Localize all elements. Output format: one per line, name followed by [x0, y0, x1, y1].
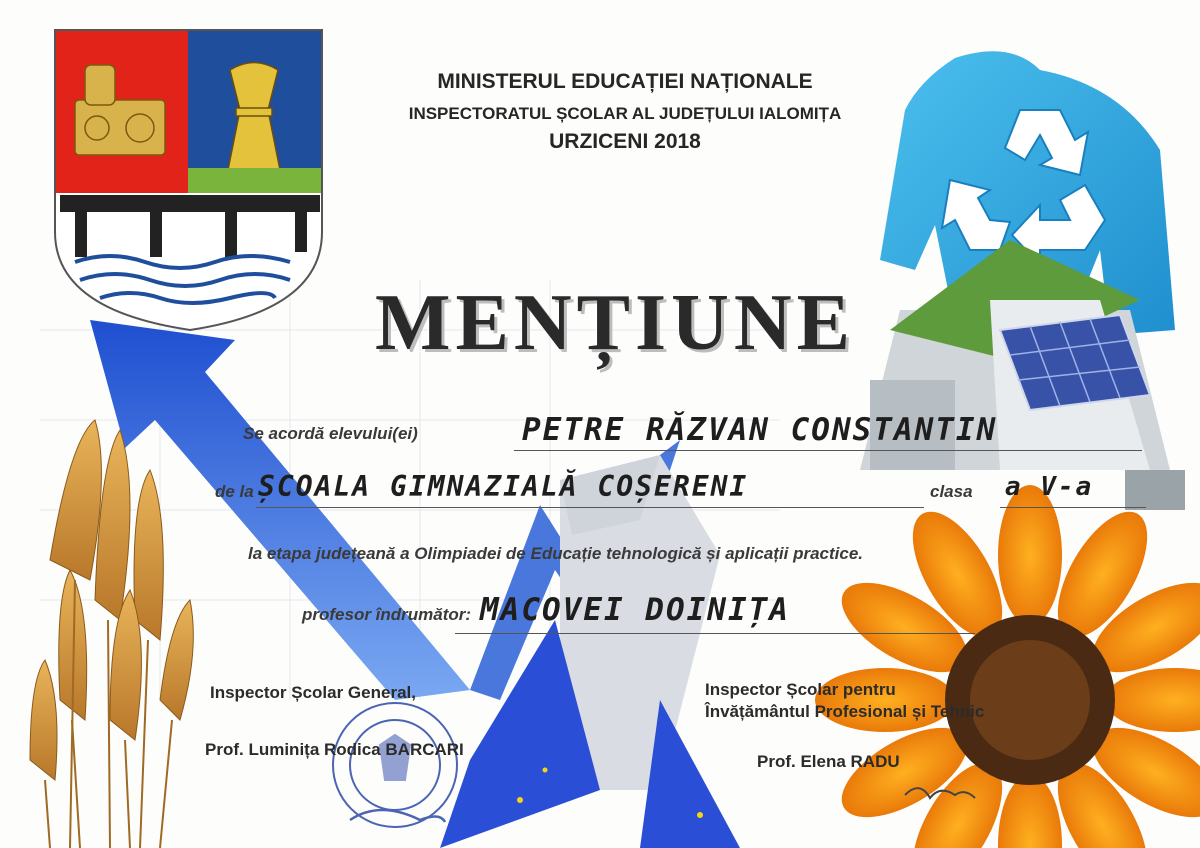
- school-name: ȘCOALA GIMNAZIALĂ COȘERENI: [258, 470, 749, 503]
- student-name: PETRE RĂZVAN CONSTANTIN: [522, 412, 998, 448]
- inspectorate-heading: INSPECTORATUL ȘCOLAR AL JUDEȚULUI IALOMIȚA: [408, 104, 842, 123]
- stage-text: la etapa județeană a Olimpiadei de Educație tehnologică și aplicații practice.: [248, 544, 864, 563]
- right-signatory-name: Prof. Elena RADU: [757, 752, 900, 771]
- sunflower-icon: [815, 485, 1200, 848]
- student-name-line: [514, 450, 1142, 451]
- teacher-name: MACOVEI DOINIȚA: [480, 592, 790, 628]
- class-label: clasa: [930, 482, 973, 501]
- left-signatory-name: Prof. Luminița Rodica BARCARI: [205, 740, 464, 759]
- right-signatory-role-2: Învățământul Profesional și Tehnic: [705, 702, 985, 721]
- school-name-line: [256, 507, 924, 508]
- right-signatory-role-1: Inspector Școlar pentru: [705, 680, 896, 699]
- award-label: Se acordă elevului(ei): [243, 424, 418, 443]
- official-stamp-icon: [333, 703, 457, 827]
- diploma-title: MENȚIUNE: [374, 279, 856, 367]
- class-value-line: [1000, 507, 1146, 508]
- left-signatory-role: Inspector Școlar General,: [210, 683, 416, 702]
- class-value: a V-a: [1005, 472, 1094, 502]
- school-label: de la: [215, 482, 254, 501]
- ministry-heading: MINISTERUL EDUCAȚIEI NAȚIONALE: [437, 70, 813, 93]
- teacher-label: profesor îndrumător:: [302, 605, 472, 624]
- wheat-icon: [30, 420, 193, 848]
- teacher-name-line: [455, 633, 975, 634]
- coat-of-arms-icon: [55, 30, 322, 330]
- place-year-heading: URZICENI 2018: [549, 130, 701, 153]
